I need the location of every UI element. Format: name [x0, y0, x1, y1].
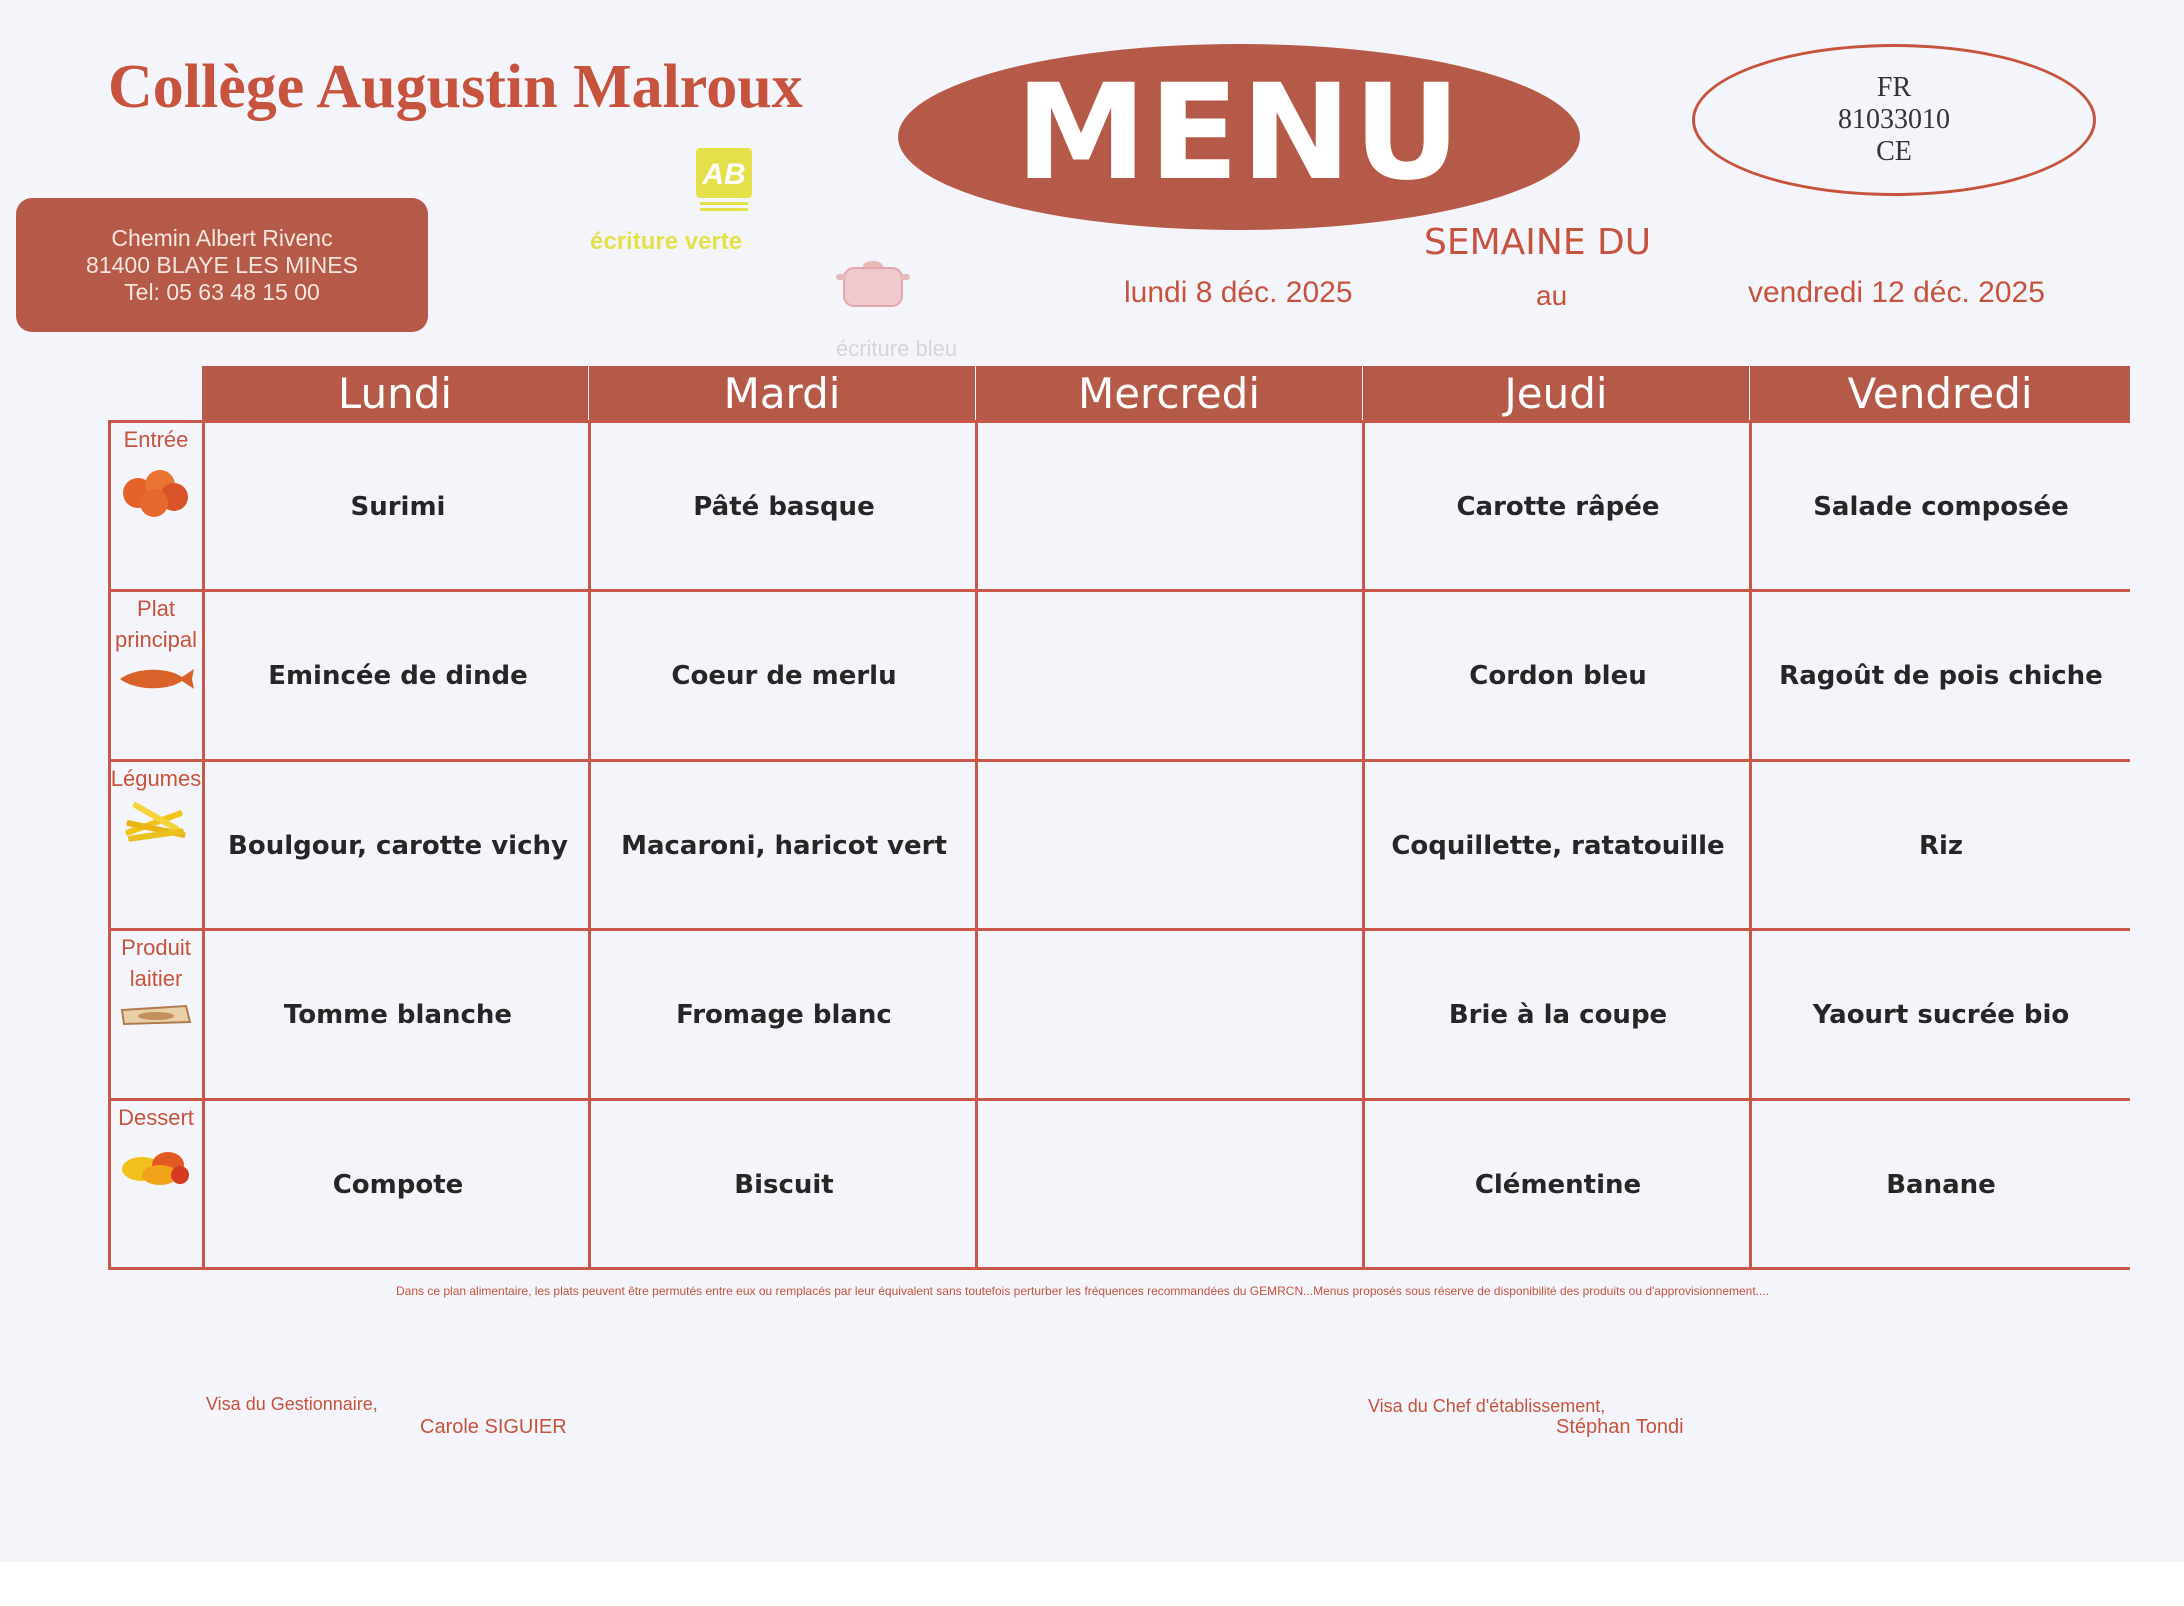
- green-label: écriture verte: [590, 228, 743, 255]
- visa-chef-label: Visa du Chef d'établissement,: [1368, 1396, 1606, 1416]
- registration-line-2: 81033010: [1838, 104, 1950, 135]
- fish-icon: [116, 663, 196, 693]
- registration-stamp: [1692, 44, 2096, 196]
- week-end-date: vendredi 12 déc. 2025: [1748, 276, 2045, 309]
- fries-icon: [116, 802, 196, 850]
- cell-mercredi-plat: [978, 592, 1364, 760]
- cooking-pot-icon: [836, 258, 910, 310]
- cell-lundi-dessert: Compote: [332, 1170, 464, 1200]
- visa-gestionnaire-name: Carole SIGUIER: [420, 1416, 567, 1438]
- cell-lundi-plat: Emincée de dinde: [268, 661, 528, 691]
- blue-label: écriture bleu: [836, 336, 958, 361]
- address-street: Chemin Albert Rivenc: [111, 224, 333, 251]
- category-label: Dessert: [118, 1105, 194, 1130]
- date-separator: au: [1536, 280, 1568, 311]
- address-city: 81400 BLAYE LES MINES: [86, 251, 358, 278]
- day-header-lundi: Lundi: [202, 366, 588, 420]
- cell-vendredi-plat: Ragoût de pois chiche: [1779, 661, 2103, 691]
- cell-jeudi-laitier: Brie à la coupe: [1448, 1000, 1668, 1030]
- menu-title-badge: [898, 44, 1580, 230]
- cell-vendredi-entree: Salade composée: [1813, 492, 2069, 522]
- address-phone: Tel: 05 63 48 15 00: [124, 278, 320, 305]
- cell-mercredi-laitier: [978, 931, 1364, 1099]
- category-label: Plat principal: [115, 596, 197, 652]
- cell-lundi-laitier: Tomme blanche: [283, 1000, 513, 1030]
- day-header-jeudi: Jeudi: [1363, 366, 1749, 420]
- cell-jeudi-entree: Carotte râpée: [1456, 492, 1660, 522]
- cell-mercredi-dessert: [978, 1101, 1364, 1269]
- cell-vendredi-dessert: Banane: [1886, 1170, 1996, 1200]
- registration-line-1: FR: [1876, 72, 1912, 103]
- category-label: Légumes: [110, 766, 202, 791]
- fruit-icon: [116, 1141, 196, 1191]
- organic-ab-logo-icon: [696, 148, 752, 212]
- category-legumes: [110, 763, 202, 850]
- cell-jeudi-legumes: Coquillette, ratatouille: [1391, 831, 1725, 861]
- cheese-icon: [116, 1002, 196, 1028]
- category-produit-laitier: [110, 932, 202, 1028]
- cell-mardi-entree: Pâté basque: [693, 492, 875, 522]
- cell-lundi-legumes: Boulgour, carotte vichy: [228, 831, 568, 861]
- ab-logo-text: AB: [702, 158, 746, 191]
- cell-mercredi-legumes: [978, 762, 1364, 930]
- category-dessert: [110, 1102, 202, 1191]
- day-header-vendredi: Vendredi: [1750, 366, 2130, 420]
- registration-line-3: CE: [1876, 136, 1912, 167]
- category-label: Entrée: [123, 427, 189, 452]
- cell-mardi-laitier: Fromage blanc: [676, 1000, 892, 1030]
- cell-jeudi-dessert: Clémentine: [1474, 1170, 1642, 1200]
- day-header-mardi: Mardi: [589, 366, 975, 420]
- school-name: Collège Augustin Malroux: [108, 53, 803, 121]
- category-label: Produit laitier: [121, 935, 191, 991]
- week-label: SEMAINE DU: [1424, 222, 1652, 263]
- category-entree: [110, 424, 202, 519]
- cell-vendredi-legumes: Riz: [1918, 831, 1964, 861]
- cell-mardi-plat: Coeur de merlu: [671, 661, 897, 691]
- cell-mercredi-entree: [978, 423, 1364, 591]
- category-plat-principal: [110, 593, 202, 693]
- visa-chef-name: Stéphan Tondi: [1556, 1416, 1684, 1438]
- tomato-icon: [116, 463, 196, 519]
- address-box: [16, 198, 428, 332]
- cell-vendredi-laitier: Yaourt sucrée bio: [1812, 1000, 2070, 1030]
- cell-mardi-dessert: Biscuit: [734, 1170, 834, 1200]
- visa-gestionnaire-label: Visa du Gestionnaire,: [206, 1394, 378, 1414]
- cell-lundi-entree: Surimi: [350, 492, 446, 522]
- page-bottom-margin: [0, 1562, 2184, 1606]
- footnote: Dans ce plan alimentaire, les plats peuvent être permutés entre eux ou remplacés par leur équivalent sans toutefois perturber les fréquences recommandées du GEMRCN...Menus proposés sous réserve de disponibilité des produits ou d'approvisionnement....: [396, 1284, 1770, 1298]
- cell-mardi-legumes: Macaroni, haricot vert: [621, 831, 947, 861]
- menu-title: MENU: [1015, 56, 1463, 210]
- day-header-mercredi: Mercredi: [976, 366, 1362, 420]
- week-start-date: lundi 8 déc. 2025: [1124, 276, 1353, 309]
- cell-jeudi-plat: Cordon bleu: [1469, 661, 1647, 691]
